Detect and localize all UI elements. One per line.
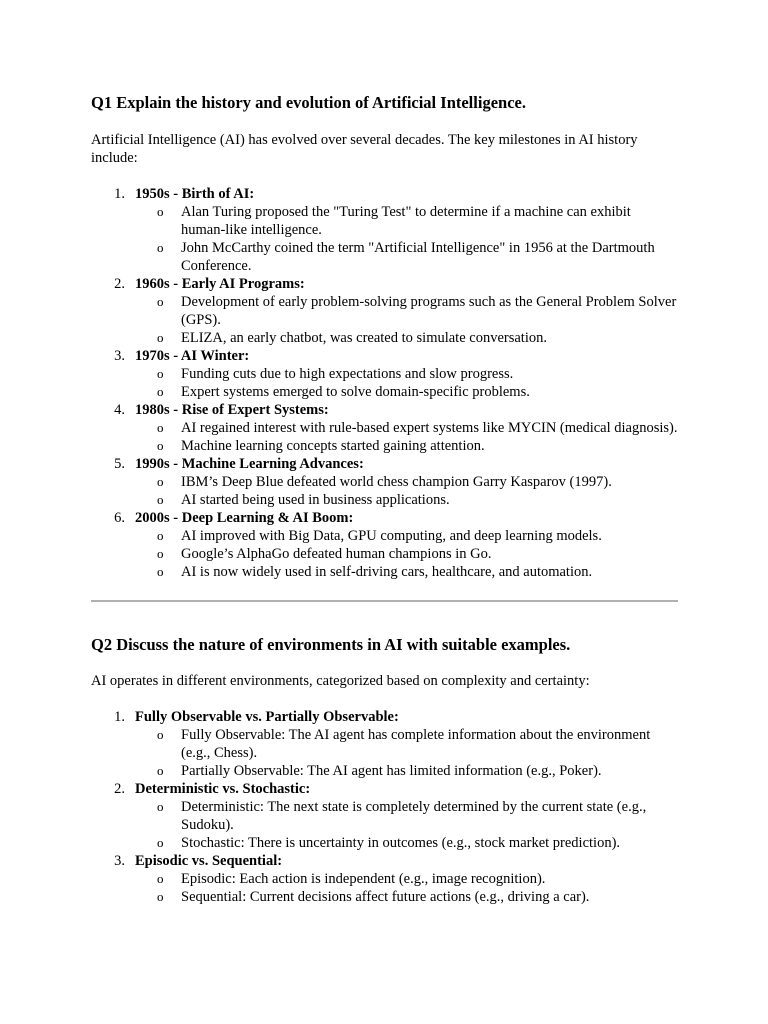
sub-list (135, 293, 678, 347)
sub-list-item (135, 563, 678, 581)
sub-item-text: Episodic: Each action is independent (e.g., image recognition). (181, 871, 546, 887)
sub-list-item (135, 888, 678, 906)
list-item (91, 347, 678, 401)
sub-item-text: Funding cuts due to high expectations and slow progress. (181, 366, 514, 382)
circle-bullet-icon: o (157, 835, 164, 850)
circle-bullet-icon: o (157, 438, 164, 453)
circle-bullet-icon: o (157, 240, 164, 255)
sub-item-text: Fully Observable: The AI agent has complete information about the environment (e.g., Chess). (181, 727, 651, 761)
sub-item-text: Alan Turing proposed the "Turing Test" to determine if a machine can exhibit human-like intelligence. (181, 204, 631, 238)
list-item (91, 185, 678, 275)
circle-bullet-icon: o (157, 492, 164, 507)
sub-item-text: John McCarthy coined the term "Artificial Intelligence" in 1956 at the Dartmouth Conference. (181, 240, 655, 274)
list-item (91, 852, 678, 906)
sub-list-item (135, 329, 678, 347)
sub-list-item (135, 527, 678, 545)
circle-bullet-icon: o (157, 294, 164, 309)
q1-milestone-list (91, 185, 678, 581)
item-number: 3. (114, 853, 125, 869)
circle-bullet-icon: o (157, 384, 164, 399)
sub-item-text: Expert systems emerged to solve domain-specific problems. (181, 384, 530, 400)
sub-item-text: Sequential: Current decisions affect future actions (e.g., driving a car). (181, 889, 590, 905)
item-heading: 1960s - Early AI Programs: (135, 276, 305, 292)
sub-item-text: AI is now widely used in self-driving cars, healthcare, and automation. (181, 564, 593, 580)
q1-intro: Artificial Intelligence (AI) has evolved over several decades. The key milestones in AI history include: (91, 132, 638, 166)
sub-list-item (135, 726, 678, 762)
item-number: 3. (114, 348, 125, 364)
circle-bullet-icon: o (157, 871, 164, 886)
item-number: 5. (114, 456, 125, 472)
sub-item-text: ELIZA, an early chatbot, was created to simulate conversation. (181, 330, 547, 346)
sub-list-item (135, 239, 678, 275)
sub-list-item (135, 545, 678, 563)
sub-list-item (135, 203, 678, 239)
sub-list-item (135, 798, 678, 834)
sub-item-text: Google’s AlphaGo defeated human champions in Go. (181, 546, 492, 562)
item-number: 6. (114, 510, 125, 526)
circle-bullet-icon: o (157, 889, 164, 904)
sub-list (135, 726, 678, 780)
sub-item-text: Machine learning concepts started gaining attention. (181, 438, 485, 454)
circle-bullet-icon: o (157, 528, 164, 543)
list-item (91, 708, 678, 780)
sub-item-text: AI improved with Big Data, GPU computing, and deep learning models. (181, 528, 602, 544)
q2-title: Q2 Discuss the nature of environments in AI with suitable examples. (91, 635, 571, 654)
circle-bullet-icon: o (157, 546, 164, 561)
sub-list (135, 365, 678, 401)
item-number: 1. (114, 186, 125, 202)
list-item (91, 401, 678, 455)
circle-bullet-icon: o (157, 763, 164, 778)
sub-item-text: Deterministic: The next state is completely determined by the current state (e.g., Sudoku). (181, 799, 647, 833)
item-heading: 1990s - Machine Learning Advances: (135, 456, 364, 472)
sub-list (135, 798, 678, 852)
sub-item-text: Development of early problem-solving programs such as the General Problem Solver (GPS). (181, 294, 677, 328)
list-item (91, 780, 678, 852)
sub-list-item (135, 383, 678, 401)
list-item (91, 509, 678, 581)
sub-list-item (135, 870, 678, 888)
item-number: 1. (114, 709, 125, 725)
circle-bullet-icon: o (157, 204, 164, 219)
item-heading: 1950s - Birth of AI: (135, 186, 255, 202)
item-number: 2. (114, 276, 125, 292)
circle-bullet-icon: o (157, 799, 164, 814)
q2-environment-list (91, 708, 678, 906)
item-heading: Deterministic vs. Stochastic: (135, 781, 311, 797)
circle-bullet-icon: o (157, 727, 164, 742)
list-item (91, 275, 678, 347)
item-number: 4. (114, 402, 125, 418)
item-heading: 2000s - Deep Learning & AI Boom: (135, 510, 354, 526)
sub-list (135, 870, 678, 906)
item-number: 2. (114, 781, 125, 797)
sub-list-item (135, 491, 678, 509)
sub-item-text: Partially Observable: The AI agent has limited information (e.g., Poker). (181, 763, 602, 779)
list-item (91, 455, 678, 509)
sub-list-item (135, 762, 678, 780)
circle-bullet-icon: o (157, 420, 164, 435)
sub-list-item (135, 834, 678, 852)
sub-item-text: AI started being used in business applications. (181, 492, 450, 508)
sub-item-text: Stochastic: There is uncertainty in outcomes (e.g., stock market prediction). (181, 835, 621, 851)
sub-list-item (135, 365, 678, 383)
sub-list (135, 473, 678, 509)
sub-list-item (135, 473, 678, 491)
sub-list (135, 527, 678, 581)
item-heading: Episodic vs. Sequential: (135, 853, 283, 869)
circle-bullet-icon: o (157, 330, 164, 345)
circle-bullet-icon: o (157, 366, 164, 381)
sub-list-item (135, 437, 678, 455)
sub-list (135, 419, 678, 455)
sub-list-item (135, 293, 678, 329)
sub-list-item (135, 419, 678, 437)
q2-intro: AI operates in different environments, categorized based on complexity and certainty: (91, 673, 590, 689)
item-heading: 1970s - AI Winter: (135, 348, 250, 364)
circle-bullet-icon: o (157, 564, 164, 579)
sub-item-text: IBM’s Deep Blue defeated world chess champion Garry Kasparov (1997). (181, 474, 612, 490)
sub-list (135, 203, 678, 275)
item-heading: Fully Observable vs. Partially Observable: (135, 709, 399, 725)
section-divider (91, 600, 678, 602)
circle-bullet-icon: o (157, 474, 164, 489)
q1-title: Q1 Explain the history and evolution of Artificial Intelligence. (91, 93, 526, 112)
item-heading: 1980s - Rise of Expert Systems: (135, 402, 329, 418)
sub-item-text: AI regained interest with rule-based expert systems like MYCIN (medical diagnosis). (181, 420, 678, 436)
